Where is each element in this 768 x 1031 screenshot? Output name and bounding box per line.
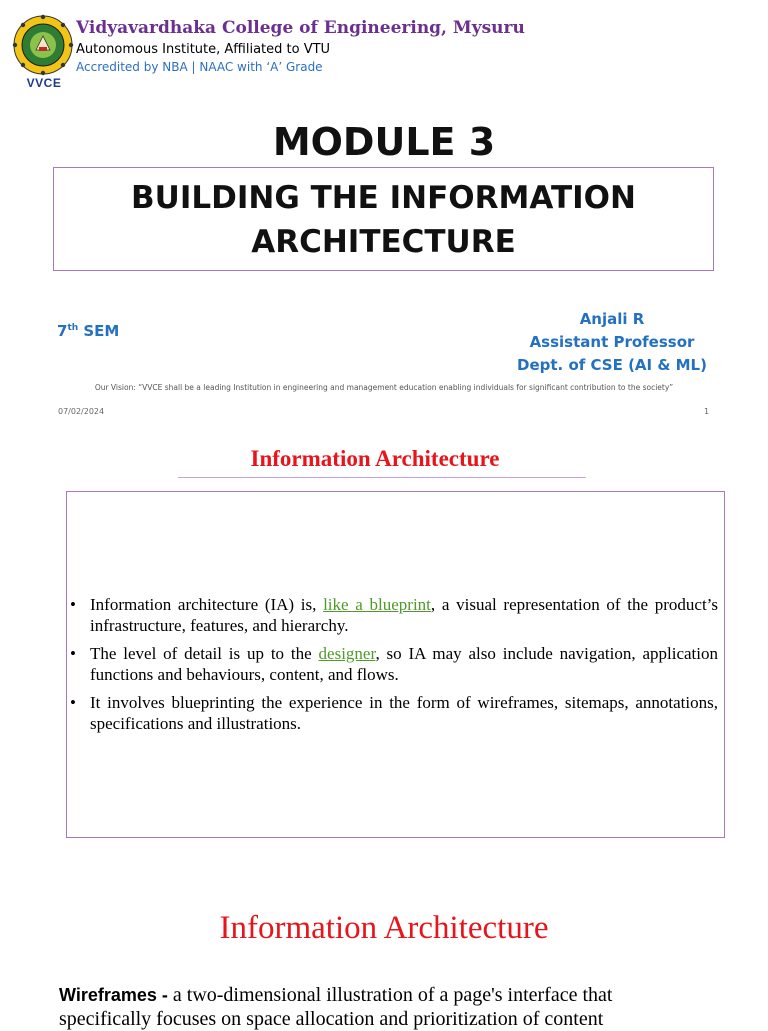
college-affiliation: Autonomous Institute, Affiliated to VTU [76,42,331,57]
slide-date: 07/02/2024 [58,407,105,416]
semester-label [57,322,119,340]
module-title: MODULE 3 [272,120,496,164]
bullet-item [70,692,718,734]
slide-title [53,176,714,264]
bullet-item [70,643,718,685]
author-block [492,308,732,377]
semester-suffix: th [67,323,79,333]
bullet-text: , a visual representation of the product’s infrastructure, features, and hierarchy. [90,595,718,635]
heading-divider [178,477,586,478]
bullet-text: , so IA may also include navigation, application functions and behaviours, content, and flows. [90,644,718,684]
college-accreditation: Accredited by NBA | NAAC with ‘A’ Grade [76,60,323,74]
semester-text: SEM [78,322,120,340]
college-name: Vidyavardhaka College of Engineering, Mysuru [76,18,525,38]
college-emblem-icon [12,14,74,76]
slide-title-line-2: ARCHITECTURE [251,224,516,260]
page-number: 1 [704,407,710,416]
wireframes-line-1: a two-dimensional illustration of a page's interface that [172,984,613,1006]
bullet-icon: • [70,693,76,712]
bullet-list [70,594,718,741]
bullet-text: Information architecture (IA) is, [90,595,324,614]
bullet-item [70,594,718,636]
section-heading-2: Information Architecture [219,910,549,946]
bullet-text: The level of detail is up to the [90,644,319,663]
bullet-text: It involves blueprinting the experience in the form of wireframes, sitemaps, annotations, specifications and illustrations. [90,693,718,733]
wireframes-line-2: specifically focuses on space allocation and prioritization of content [59,1008,604,1030]
bullet-icon: • [70,595,76,614]
slide-title-line-1: BUILDING THE INFORMATION [131,180,636,216]
author-dept: Dept. of CSE (AI & ML) [517,356,707,374]
logo-caption: VVCE [26,76,62,90]
section-heading: Information Architecture [250,446,500,471]
designer-link[interactable]: designer [318,644,376,663]
blueprint-link[interactable]: like a blueprint [323,595,431,614]
author-role: Assistant Professor [529,333,695,351]
wireframes-term: Wireframes - [59,985,173,1005]
author-name: Anjali R [579,310,645,328]
vision-statement: Our Vision: “VVCE shall be a leading Institution in engineering and management education enabling individuals for significant contribution to the society” [94,383,674,392]
semester-number: 7 [57,322,68,340]
bullet-icon: • [70,644,76,663]
